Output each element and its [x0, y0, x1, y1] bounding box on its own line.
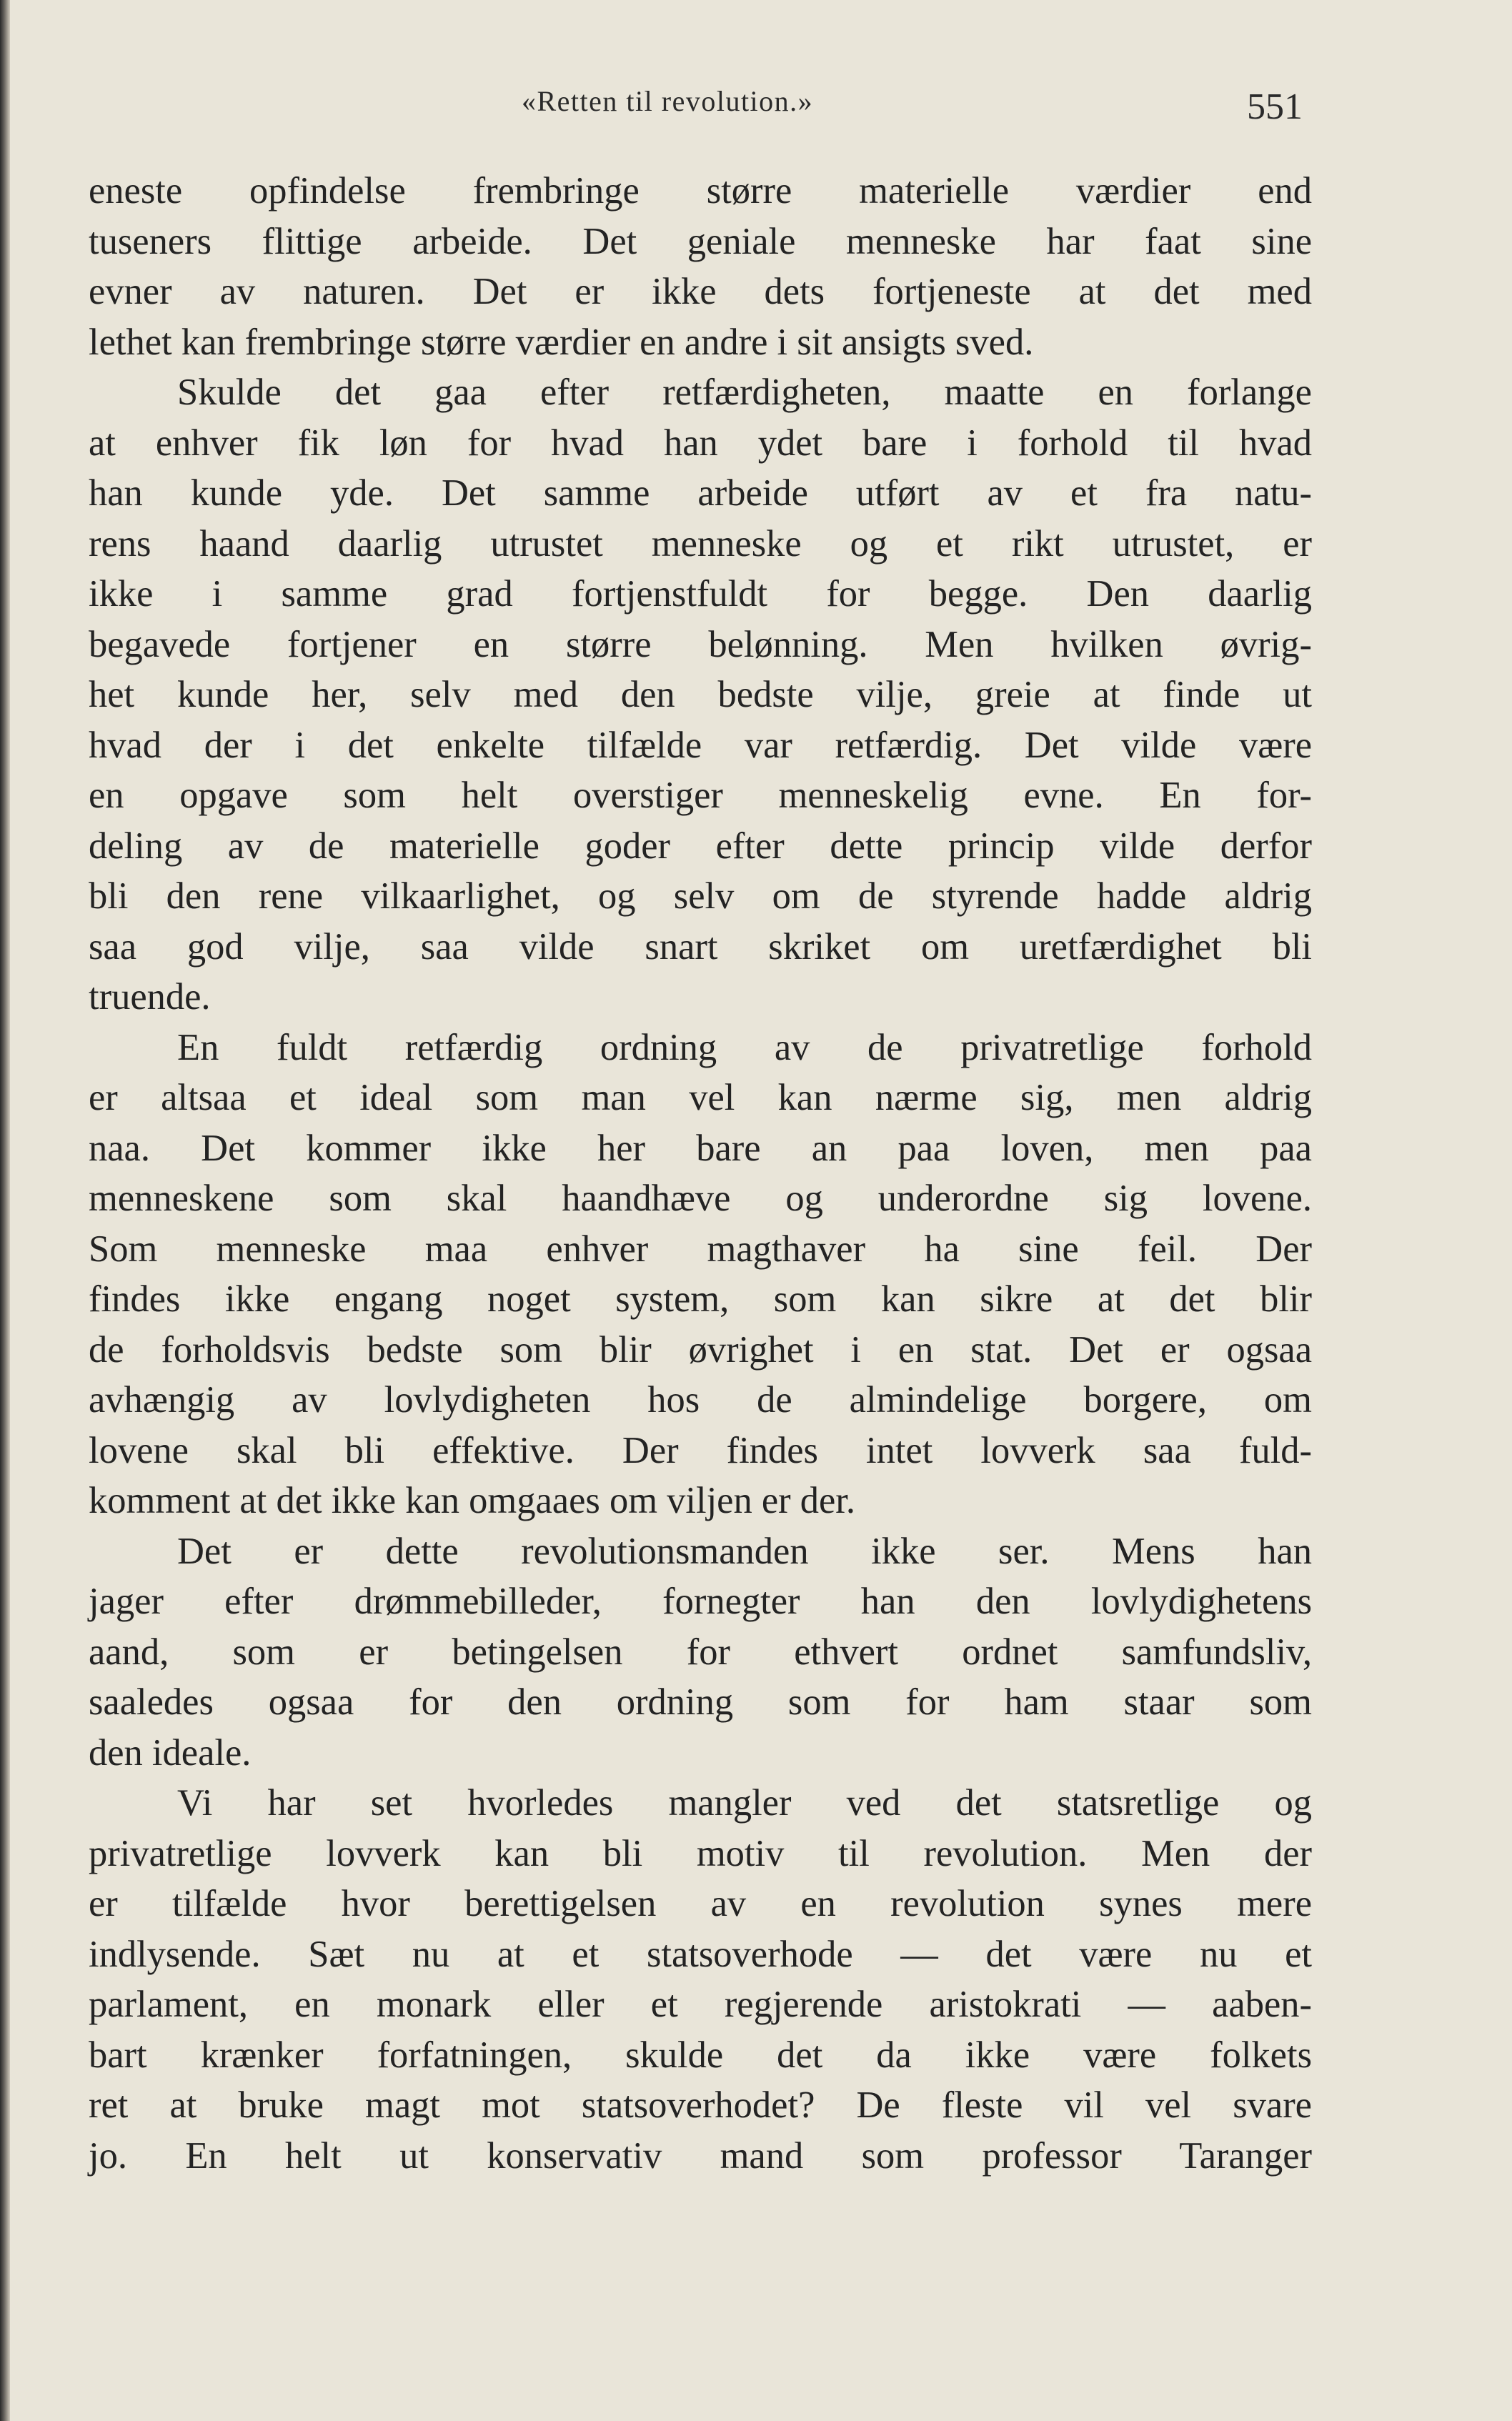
text-line: bart krænker forfatningen, skulde det da ikke være folkets [89, 2034, 1312, 2076]
text-line: saaledes ogsaa for den ordning som for ham staar som [89, 1681, 1312, 1723]
text-line: begavede fortjener en større belønning. Men hvilken øvrig- [89, 623, 1312, 665]
text-line: hvad der i det enkelte tilfælde var retfærdig. Det vilde være [89, 724, 1312, 766]
text-line: menneskene som skal haandhæve og underordne sig lovene. [89, 1178, 1312, 1219]
text-line: lethet kan frembringe større værdier en andre i sit ansigts sved. [89, 321, 1034, 363]
text-line: evner av naturen. Det er ikke dets fortjeneste at det med [89, 271, 1312, 312]
text-line: jager efter drømmebilleder, fornegter han den lovlydighetens [89, 1581, 1312, 1622]
text-line: het kunde her, selv med den bedste vilje, greie at finde ut [89, 674, 1312, 715]
text-line: bli den rene vilkaarlighet, og selv om de styrende hadde aldrig [89, 875, 1312, 917]
text-line: truende. [89, 976, 211, 1018]
text-line: naa. Det kommer ikke her bare an paa loven, men paa [89, 1127, 1312, 1169]
text-line: de forholdsvis bedste som blir øvrighet i en stat. Det er ogsaa [89, 1328, 1312, 1371]
text-line: han kunde yde. Det samme arbeide utført av et fra natu- [89, 472, 1312, 514]
paragraph [89, 166, 1312, 367]
text-line: ikke i samme grad fortjenstfuldt for begge. Den daarlig [89, 573, 1312, 615]
text-line: Det er dette revolutionsmanden ikke ser. Mens han [177, 1530, 1312, 1572]
text-line: Vi har set hvorledes mangler ved det statsretlige og [177, 1782, 1312, 1824]
paragraph [89, 1023, 1312, 1526]
text-line: eneste opfindelse frembringe større materielle værdier end [89, 170, 1312, 212]
text-line: Skulde det gaa efter retfærdigheten, maatte en forlange [177, 372, 1312, 413]
text-line: Som menneske maa enhver magthaver ha sine feil. Der [89, 1228, 1312, 1270]
text-line: er tilfælde hvor berettigelsen av en revolution synes mere [89, 1883, 1312, 1924]
page-binding-edge [0, 0, 10, 2421]
text-line: at enhver fik løn for hvad han ydet bare i forhold til hvad [89, 422, 1312, 464]
text-line: den ideale. [89, 1731, 252, 1774]
text-line: En fuldt retfærdig ordning av de privatretlige forhold [177, 1026, 1312, 1068]
paragraph [89, 367, 1312, 1023]
page-header [0, 84, 1512, 141]
page-number: 551 [1247, 86, 1303, 127]
text-line: deling av de materielle goder efter dette princip vilde derfor [89, 825, 1312, 867]
running-title: «Retten til revolution.» [522, 85, 814, 117]
text-line: avhængig av lovlydigheten hos de almindelige borgere, om [89, 1379, 1312, 1421]
text-line: lovene skal bli effektive. Der findes intet lovverk saa fuld- [89, 1429, 1312, 1471]
text-line: aand, som er betingelsen for ethvert ordnet samfundsliv, [89, 1631, 1312, 1673]
text-line: findes ikke engang noget system, som kan sikre at det blir [89, 1278, 1312, 1320]
text-line: rens haand daarlig utrustet menneske og et rikt utrustet, er [89, 522, 1312, 565]
text-line: komment at det ikke kan omgaaes om viljen er der. [89, 1480, 856, 1521]
text-line: jo. En helt ut konservativ mand som professor Taranger [89, 2134, 1312, 2177]
paragraph [89, 1526, 1312, 1779]
text-line: indlysende. Sæt nu at et statsoverhode — det være nu et [89, 1933, 1312, 1975]
text-line: saa god vilje, saa vilde snart skriket om uretfærdighet bli [89, 925, 1312, 968]
text-line: en opgave som helt overstiger menneskelig evne. En for- [89, 775, 1312, 816]
text-line: parlament, en monark eller et regjerende aristokrati — aaben- [89, 1984, 1312, 2025]
text-line: er altsaa et ideal som man vel kan nærme sig, men aldrig [89, 1077, 1312, 1118]
text-line: ret at bruke magt mot statsoverhodet? De fleste vil vel svare [89, 2084, 1312, 2126]
body-text [89, 166, 1312, 2181]
paragraph [89, 1778, 1312, 2181]
text-line: privatretlige lovverk kan bli motiv til revolution. Men der [89, 1832, 1312, 1874]
text-line: tuseners flittige arbeide. Det geniale menneske har faat sine [89, 220, 1312, 262]
